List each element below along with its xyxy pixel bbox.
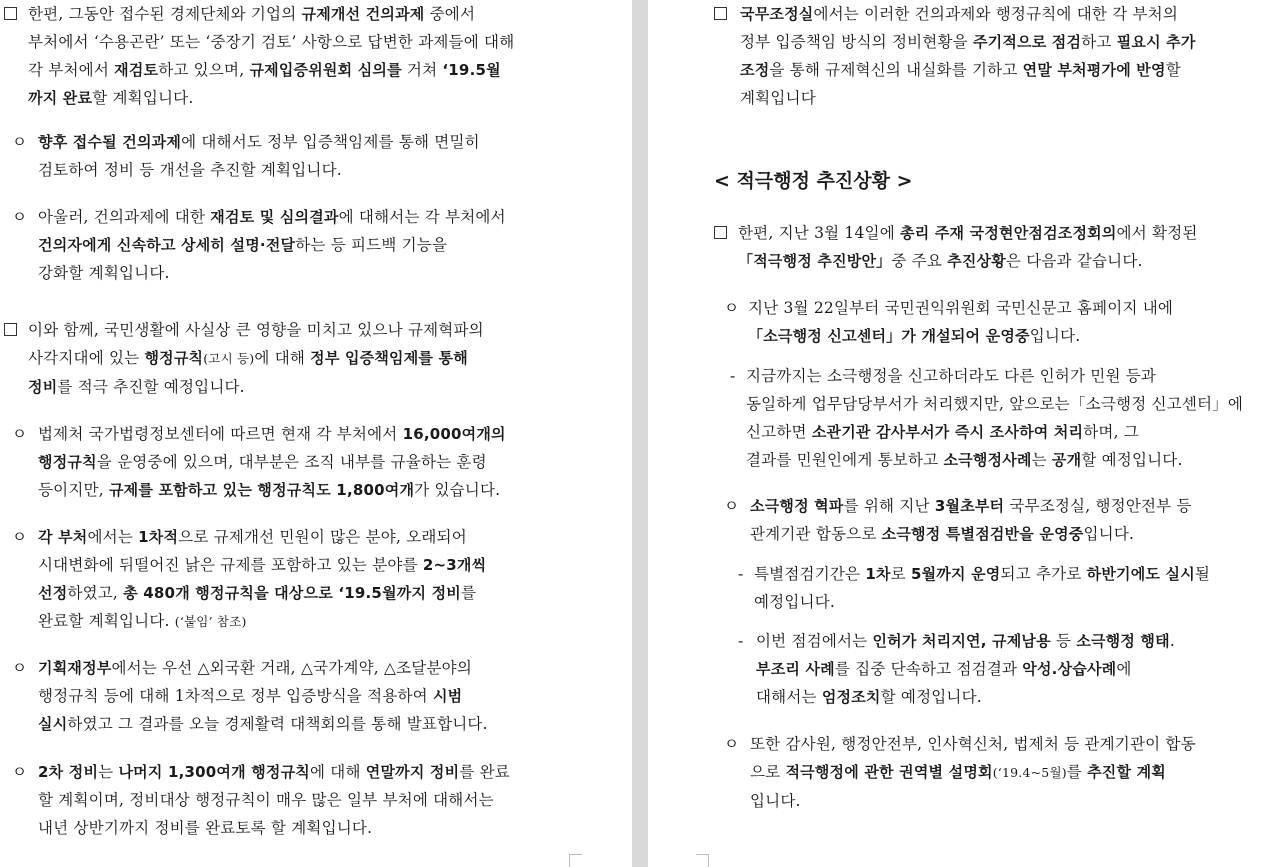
paragraph: 국무조정실에서는 이러한 건의과제와 행정규칙에 대한 각 부처의 정부 입증책임 방식의 정비현황을 주기적으로 점검하고 필요시 추가 조정을 통해 규제혁신의 내실화를 기하고 연말 부처평가에 반영할 계획입니다 xyxy=(740,5,1196,107)
circle-bullet-icon: ㅇ xyxy=(724,299,739,317)
section-heading: < 적극행정 추진상황 > xyxy=(714,170,913,192)
paragraph: 소극행정 혁파를 위해 지난 3월초부터 국무조정실, 행정안전부 등 관계기관 합동으로 소극행정 특별점검반을 운영중입니다. xyxy=(750,497,1192,543)
square-bullet-icon xyxy=(4,0,17,28)
document-page-left xyxy=(0,0,632,867)
paragraph: 아울러, 건의과제에 대한 재검토 및 심의결과에 대해서는 각 부처에서 건의자에게 신속하고 상세히 설명·전달하는 등 피드백 기능을 강화할 계획입니다. xyxy=(38,208,506,282)
paragraph: 또한 감사원, 행정안전부, 인사혁신처, 법제처 등 관계기관이 합동 으로 적극행정에 관한 권역별 설명회(‘19.4~5월)를 추진할 계획 입니다. xyxy=(750,735,1196,810)
circle-bullet-icon: ㅇ xyxy=(12,528,27,546)
paragraph: 이번 점검에서는 인허가 처리지연, 규제남용 등 소극행정 행태. 부조리 사례를 집중 단속하고 점검결과 악성.상습사례에 대해서는 엄정조치할 예정입니다. xyxy=(756,632,1175,706)
paragraph: 지난 3월 22일부터 국민권익위원회 국민신문고 홈페이지 내에 「소극행정 신고센터」가 개설되어 운영중입니다. xyxy=(748,299,1174,345)
circle-bullet-icon: ㅇ xyxy=(724,735,739,753)
dash-bullet-icon: - xyxy=(738,632,744,650)
dash-bullet-icon: - xyxy=(730,367,736,385)
square-bullet-icon xyxy=(4,316,17,344)
paragraph: 각 부처에서는 1차적으로 규제개선 민원이 많은 분야, 오래되어 시대변화에 뒤떨어진 낡은 규제를 포함하고 있는 분야를 2~3개씩 선정하였고, 총 480개 행정규칙을 대상으로 ‘19.5월까지 정비를 완료할 계획입니다. (‘붙임’ 참조) xyxy=(38,528,487,630)
paragraph: 한편, 그동안 접수된 경제단체와 기업의 규제개선 건의과제 중에서 부처에서 ‘수용곤란’ 또는 ‘중장기 검토’ 사항으로 답변한 과제들에 대해 각 부처에서 재검토하고 있으며, 규제입증위원회 심의를 거쳐 ‘19.5월 까지 완료할 계획입니다. xyxy=(28,5,515,107)
page-corner-mark xyxy=(569,854,582,867)
circle-bullet-icon: ㅇ xyxy=(12,208,27,226)
paragraph: 지금까지는 소극행정을 신고하더라도 다른 인허가 민원 등과 동일하게 업무담당부서가 처리했지만, 앞으로는「소극행정 신고센터」에 신고하면 소관기관 감사부서가 즉시 조사하여 처리하며, 그 결과를 민원인에게 통보하고 소극행정사례는 공개할 예정입니다. xyxy=(746,367,1244,469)
circle-bullet-icon: ㅇ xyxy=(12,763,27,781)
circle-bullet-icon: ㅇ xyxy=(724,497,739,515)
paragraph: 기획재정부에서는 우선 △외국환 거래, △국가계약, △조달분야의 행정규칙 등에 대해 1차적으로 정부 입증방식을 적용하여 시범 실시하였고 그 결과를 오늘 경제활력 대책회의를 통해 발표합니다. xyxy=(38,659,488,733)
paragraph: 2차 정비는 나머지 1,300여개 행정규칙에 대해 연말까지 정비를 완료 할 계획이며, 정비대상 행정규칙이 매우 많은 일부 부처에 대해서는 내년 상반기까지 정비를 완료토록 할 계획입니다. xyxy=(38,763,510,837)
dash-bullet-icon: - xyxy=(738,565,744,583)
circle-bullet-icon: ㅇ xyxy=(12,425,27,443)
paragraph: 한편, 지난 3월 14일에 총리 주재 국정현안점검조정회의에서 확정된 「적극행정 추진방안」중 주요 추진상황은 다음과 같습니다. xyxy=(738,224,1198,270)
paragraph: 향후 접수될 건의과제에 대해서도 정부 입증책임제를 통해 면밀히 검토하여 정비 등 개선을 추진할 계획입니다. xyxy=(38,133,480,179)
square-bullet-icon xyxy=(714,219,727,247)
circle-bullet-icon: ㅇ xyxy=(12,659,27,677)
document-page-right xyxy=(648,0,1280,867)
paragraph: 법제처 국가법령정보센터에 따르면 현재 각 부처에서 16,000여개의 행정규칙을 운영중에 있으며, 대부분은 조직 내부를 규율하는 훈령 등이지만, 규제를 포함하고 있는 행정규칙도 1,800여개가 있습니다. xyxy=(38,425,506,499)
paragraph: 이와 함께, 국민생활에 사실상 큰 영향을 미치고 있으나 규제혁파의 사각지대에 있는 행정규칙(고시 등)에 대해 정부 입증책임제를 통해 정비를 적극 추진할 예정입니다. xyxy=(28,321,484,396)
page-corner-mark xyxy=(696,854,709,867)
paragraph: 특별점검기간은 1차로 5월까지 운영되고 추가로 하반기에도 실시될 예정입니다. xyxy=(754,565,1211,611)
circle-bullet-icon: ㅇ xyxy=(12,133,27,151)
square-bullet-icon xyxy=(714,0,727,28)
